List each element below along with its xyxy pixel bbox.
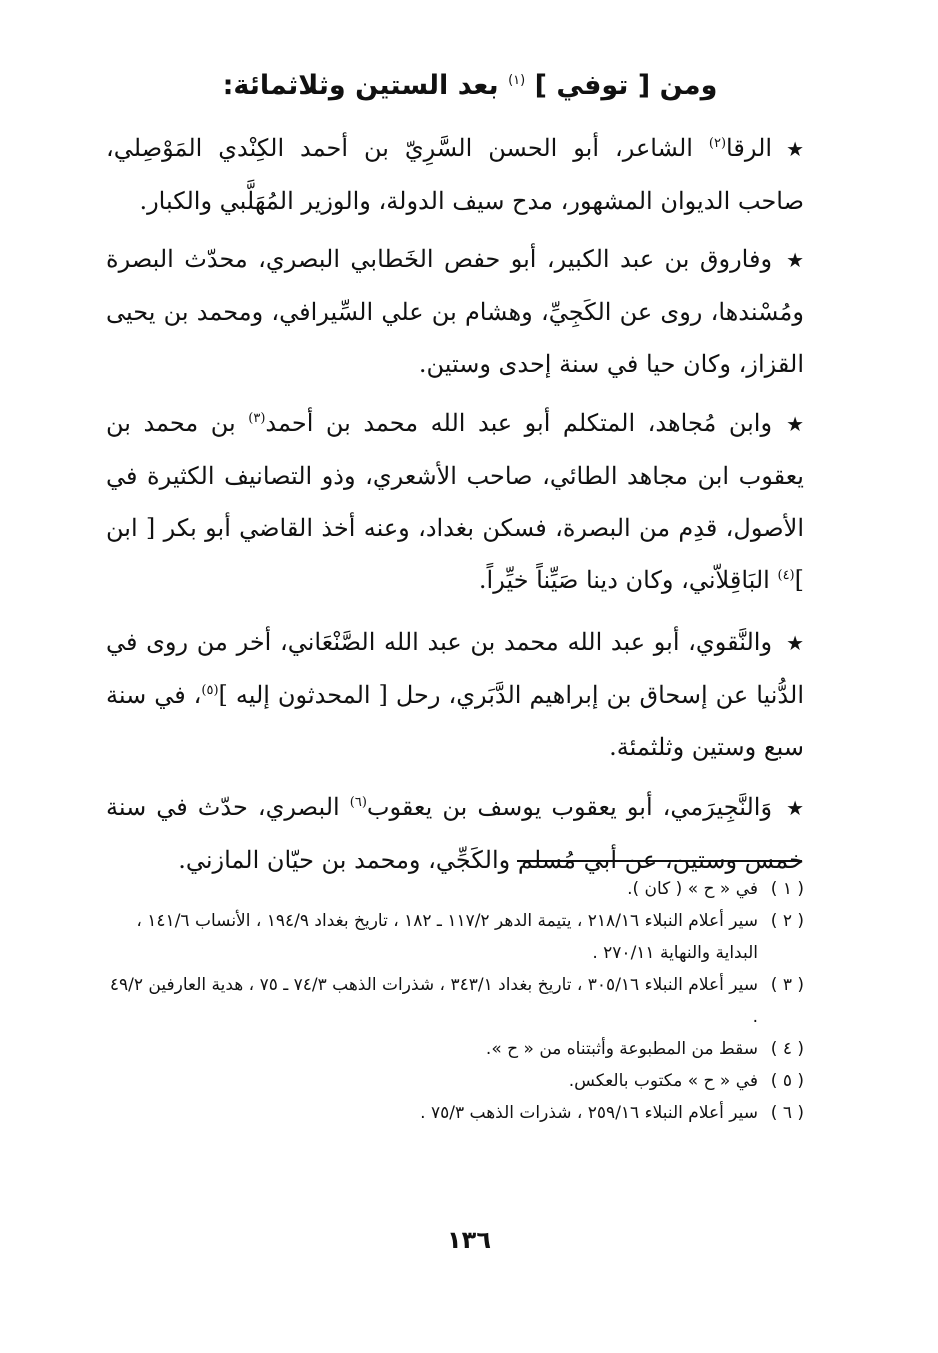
footnote-text: سير أعلام النبلاء ٢٥٩/١٦ ، شذرات الذهب ٧٥/٣ .: [420, 1103, 758, 1123]
footnote-ref: (٥): [201, 683, 219, 698]
star-icon: ★: [786, 796, 805, 820]
footnote-text: سير أعلام النبلاء ٣٠٥/١٦ ، تاريخ بغداد ٣٤٣/١ ، شذرات الذهب ٧٤/٣ ـ ٧٥ ، هدية العارفين ٤٩/٢ .: [109, 975, 758, 1027]
star-icon: ★: [786, 412, 804, 436]
footnote-divider: [517, 860, 802, 862]
footnote-number: ( ٥ ): [770, 1071, 804, 1091]
entry-ibn-mujahid: [106, 397, 804, 606]
footnote-ref: (٦): [349, 795, 367, 810]
footnote-1: [106, 873, 804, 905]
entry-najirami: [106, 781, 804, 886]
footnote-2: [106, 905, 804, 969]
entry-naqawi: [106, 616, 804, 773]
footnote-text: في « ح » ( كان ).: [627, 879, 758, 899]
footnote-ref: (٤): [777, 568, 795, 583]
entry-text: وفاروق بن عبد الكبير، أبو حفص الخَطابي البصري، محدّث البصرة ومُسْندها، روى عن الكَجِيِّ، وهشام بن علي السِّيرافي، ومحمد بن يحيى القزاز، وكان حيا في سنة إحدى وستين.: [106, 245, 804, 378]
star-icon: ★: [786, 137, 804, 161]
footnote-text: سير أعلام النبلاء ٢١٨/١٦ ، يتيمة الدهر ١١٧/٢ ـ ١٨٢ ، تاريخ بغداد ١٩٤/٩ ، الأنساب ١٤١/٦ ، البداية والنهاية ٢٧٠/١١ .: [136, 911, 758, 963]
entries-list: [106, 122, 804, 886]
section-heading: [100, 64, 840, 108]
star-icon: ★: [786, 631, 804, 655]
footnote-number: ( ٦ ): [770, 1103, 804, 1123]
entry-text: الشاعر، أبو الحسن السَّرِيّ بن أحمد الكِنْدي المَوْصِلي، صاحب الديوان المشهور، مدح سيف الدولة، والوزير المُهَلَّبي والكبار.: [106, 134, 804, 215]
entry-text: وَالنَّجِيرَمي، أبو يعقوب يوسف بن يعقوب: [366, 793, 773, 821]
footnote-number: ( ١ ): [770, 879, 804, 899]
footnotes: [106, 873, 804, 1129]
footnote-5: [106, 1065, 804, 1097]
heading-text-end: بعد الستين وثلاثمائة:: [222, 70, 509, 101]
footnote-text: سقط من المطبوعة وأثبتناه من « ح ».: [485, 1039, 758, 1059]
heading-text-start: ومن [ توفي ]: [534, 70, 718, 101]
footnote-ref: (١): [508, 73, 526, 88]
footnote-number: ( ٢ ): [770, 911, 804, 931]
page-number: ١٣٦: [447, 1226, 491, 1254]
footnote-ref: (٢): [708, 136, 727, 151]
entry-faruq: [106, 233, 804, 390]
footnote-number: ( ٤ ): [770, 1039, 804, 1059]
footnote-number: ( ٣ ): [770, 975, 804, 995]
entry-text: البصري، حدّث في سنة خمس وستين، عن أبي مُسلم والكَجِّي، ومحمد بن حيّان المازني.: [106, 793, 804, 874]
entry-text: البَاقِلاّني، وكان دينا صَيِّناً خيِّراً.: [478, 566, 778, 594]
footnote-4: [106, 1033, 804, 1065]
entry-raffa: [106, 122, 804, 227]
footnote-6: [106, 1097, 804, 1129]
star-icon: ★: [786, 248, 804, 272]
entry-text: بن محمد بن يعقوب ابن مجاهد الطائي، صاحب الأشعري، وذو التصانيف الكثيرة في الأصول، قدِم من البصرة، فسكن بغداد، وعنه أخذ القاضي أبو بكر [ ابن ]: [106, 409, 804, 594]
footnote-3: [106, 969, 804, 1033]
footnote-ref: (٣): [248, 411, 266, 426]
entry-text: وابن مُجاهد، المتكلم أبو عبد الله محمد بن أحمد: [265, 409, 773, 437]
entry-text: ، في سنة سبع وستين وثلثمئة.: [106, 681, 804, 761]
footnote-text: في « ح » مكتوب بالعكس.: [568, 1071, 758, 1091]
entry-text: الرقا: [726, 134, 773, 162]
entry-text: والنَّقوي، أبو عبد الله محمد بن عبد الله الصَّنْعَاني، أخر من روى في الدُّنيا عن إسحاق بن إبراهيم الدَّبَري، رحل [ المحدثون إليه ]: [106, 628, 804, 709]
